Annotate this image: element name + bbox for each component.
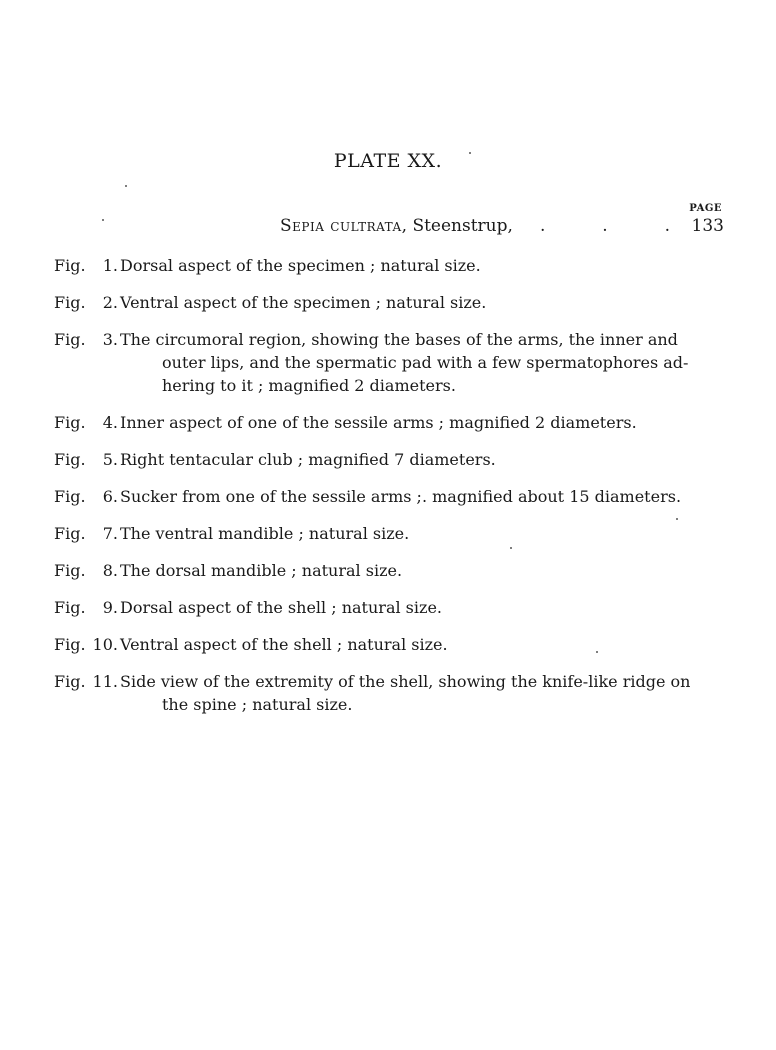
figure-number: 11. (92, 672, 118, 691)
leader-dot: . (664, 216, 670, 236)
figure-number: 9. (102, 598, 118, 617)
caption-line: The dorsal mandible ; natural size. (120, 561, 403, 580)
figure-label: Fig. (54, 487, 86, 506)
caption-line: Sucker from one of the sessile arms ;. magnified about 15 diameters. (120, 487, 682, 506)
figure-label: Fig. (54, 524, 86, 543)
caption-line: Ventral aspect of the shell ; natural size. (120, 635, 448, 654)
figure-entry (54, 596, 724, 619)
species-author: , Steenstrup, (401, 216, 513, 236)
speck (469, 152, 471, 154)
caption-line: Side view of the extremity of the shell, showing the knife-like ridge on (120, 672, 691, 691)
figure-caption (120, 291, 724, 314)
figure-number: 5. (102, 450, 118, 469)
figure-entry (54, 254, 724, 277)
leader-dots (540, 216, 670, 236)
caption-line: Right tentacular club ; magnified 7 diameters. (120, 450, 496, 469)
figure-caption (120, 485, 724, 508)
speck (596, 651, 598, 653)
figure-entry (54, 522, 724, 545)
figure-entry (54, 559, 724, 582)
figure-caption (120, 254, 724, 277)
figure-caption (120, 596, 724, 619)
figure-caption (120, 328, 724, 397)
figure-caption (120, 670, 724, 716)
figure-label: Fig. (54, 598, 86, 617)
species-heading (280, 216, 513, 236)
figure-entry (54, 448, 724, 471)
page-number: 133 (691, 216, 724, 236)
figure-caption (120, 522, 724, 545)
figure-label: Fig. (54, 561, 86, 580)
speck (676, 518, 678, 520)
figure-label: Fig. (54, 413, 86, 432)
figure-caption (120, 448, 724, 471)
caption-line: Dorsal aspect of the shell ; natural size. (120, 598, 442, 617)
speck (125, 185, 127, 187)
plate-title: PLATE XX. (333, 150, 443, 172)
speck (510, 547, 512, 549)
figure-list (54, 254, 724, 730)
leader-dot: . (602, 216, 608, 236)
figure-number: 4. (102, 413, 118, 432)
caption-line: the spine ; natural size. (162, 695, 353, 714)
figure-entry (54, 411, 724, 434)
figure-entry (54, 291, 724, 314)
species-name: Sepia cultrata (280, 216, 402, 236)
figure-number: 7. (102, 524, 118, 543)
caption-line: Dorsal aspect of the specimen ; natural size. (120, 256, 481, 275)
figure-entry (54, 633, 724, 656)
caption-line: hering to it ; magnified 2 diameters. (162, 376, 456, 395)
figure-label: Fig. (54, 330, 86, 349)
figure-caption (120, 411, 724, 434)
caption-line: The ventral mandible ; natural size. (120, 524, 410, 543)
figure-number: 3. (102, 330, 118, 349)
figure-entry (54, 328, 724, 397)
caption-line: Ventral aspect of the specimen ; natural size. (120, 293, 487, 312)
speck (102, 219, 104, 221)
figure-number: 2. (102, 293, 118, 312)
figure-number: 8. (102, 561, 118, 580)
caption-line: The circumoral region, showing the bases of the arms, the inner and (120, 330, 678, 349)
caption-line: Inner aspect of one of the sessile arms ; magnified 2 diameters. (120, 413, 637, 432)
figure-label: Fig. (54, 293, 86, 312)
figure-caption (120, 633, 724, 656)
figure-label: Fig. (54, 672, 86, 691)
figure-caption (120, 559, 724, 582)
figure-label: Fig. (54, 635, 86, 654)
figure-label: Fig. (54, 256, 86, 275)
figure-number: 1. (102, 256, 118, 275)
figure-number: 6. (102, 487, 118, 506)
figure-entry (54, 485, 724, 508)
figure-entry (54, 670, 724, 716)
caption-line: outer lips, and the spermatic pad with a few spermatophores ad- (162, 353, 689, 372)
leader-dot: . (540, 216, 546, 236)
figure-number: 10. (92, 635, 118, 654)
figure-label: Fig. (54, 450, 86, 469)
page-column-label: PAGE (689, 203, 722, 214)
